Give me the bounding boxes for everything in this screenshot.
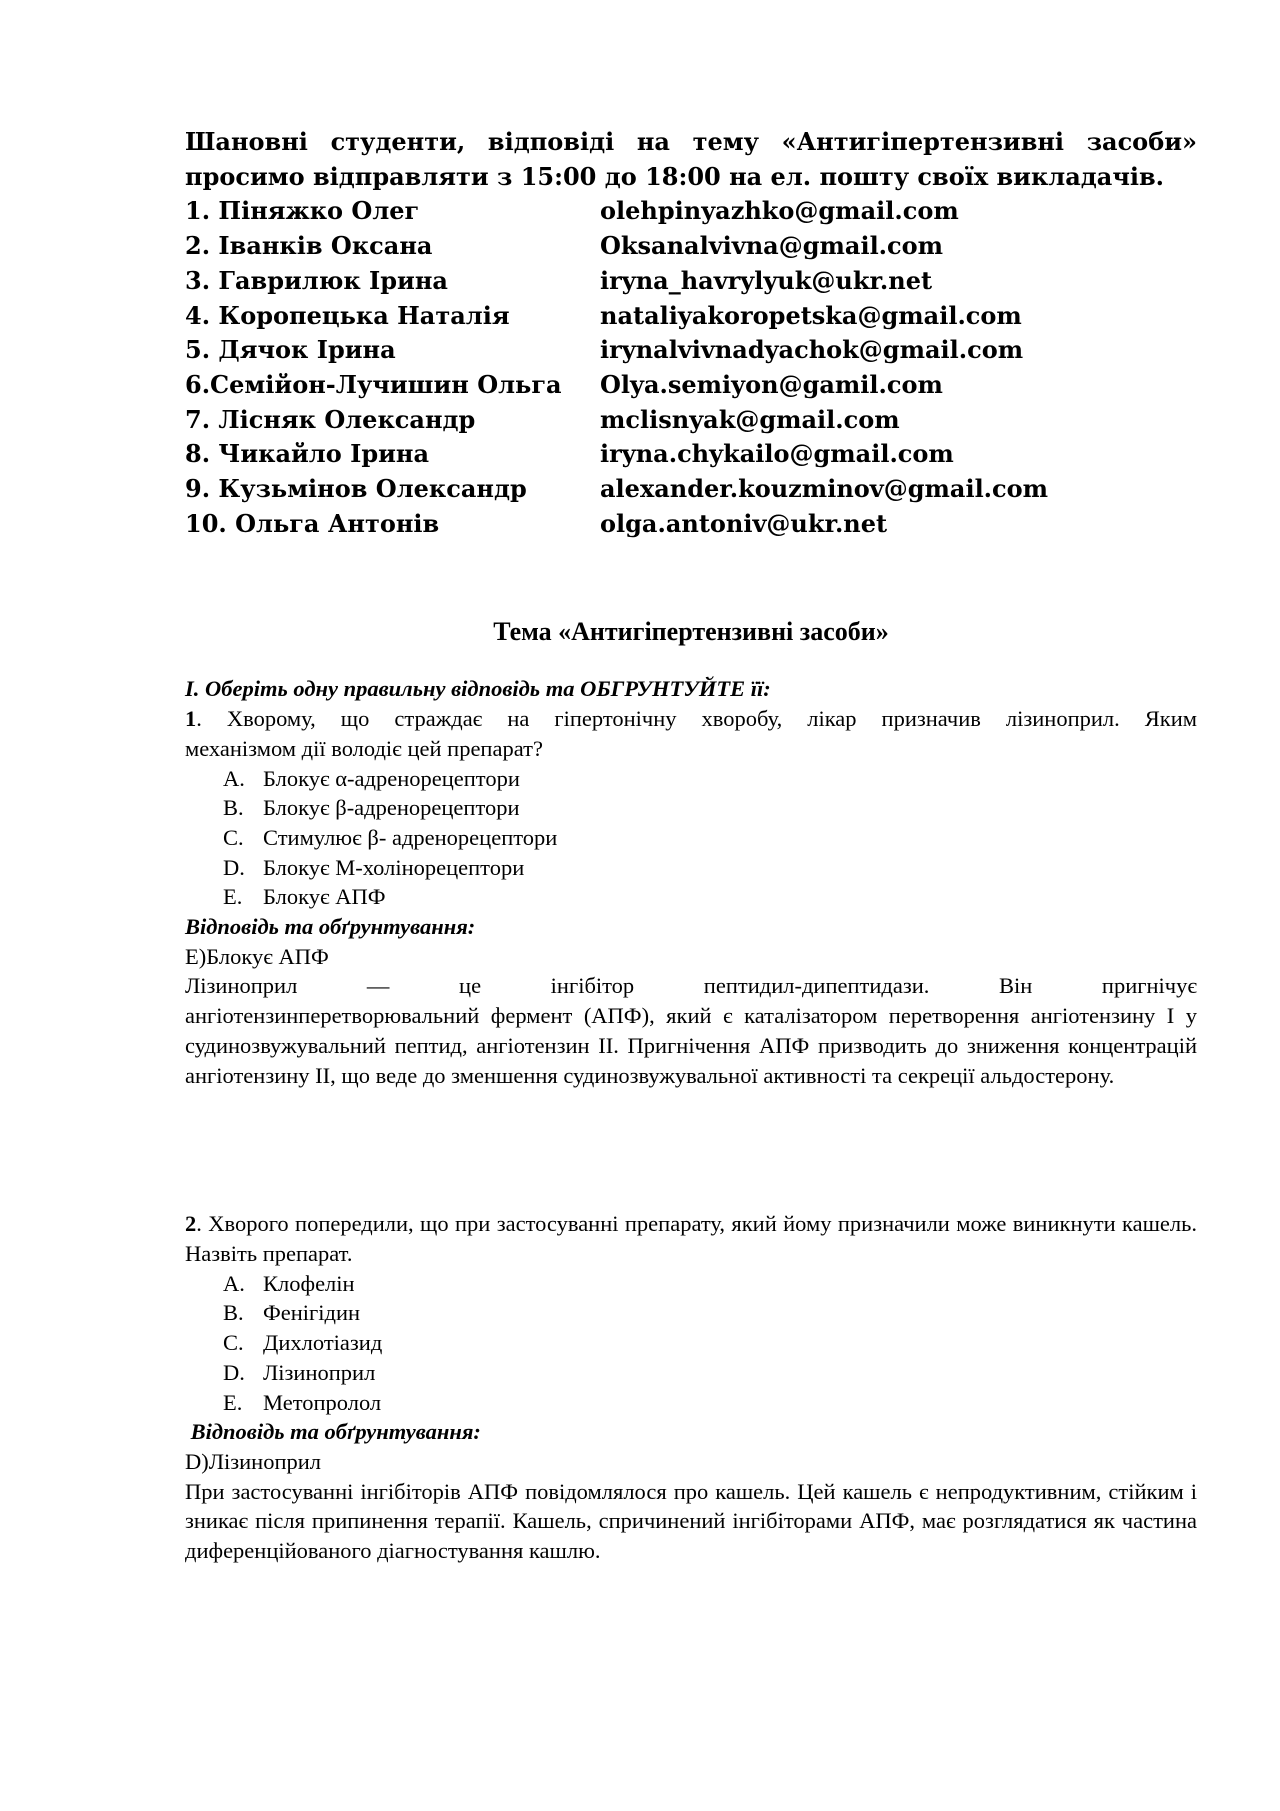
option-text: Стимулює β- адренорецептори (263, 824, 558, 850)
teacher-name: 9. Кузьмінов Олександр (185, 474, 527, 504)
teacher-name: 8. Чикайло Ірина (185, 439, 430, 469)
teacher-row (185, 507, 1197, 542)
question-text-line-1 (185, 704, 1197, 734)
teacher-row (185, 333, 1197, 368)
document-page (185, 125, 1197, 1566)
option-text: Дихлотіазид (263, 1330, 383, 1356)
answer: D)Лізиноприл (185, 1448, 322, 1474)
spacer (185, 1090, 1197, 1209)
teacher-email: Olya.semiyon@gamil.com (600, 369, 943, 399)
teacher-row (185, 264, 1197, 299)
option-letter: E. (223, 884, 243, 910)
option-e (185, 882, 1197, 912)
question-text: . Хворому, що страждає на гіпертонічну хворобу, лікар призначив лізиноприл. Яким (196, 706, 1197, 732)
option-a (185, 764, 1197, 794)
option-text: Блокує α-адренорецептори (263, 765, 520, 791)
explanation-line-1: Лізиноприл — це інгібітор пептидил-дипептидази. Він пригнічує (185, 973, 1197, 999)
teacher-name: 1. Піняжко Олег (185, 196, 420, 226)
option-text: Блокує β-адренорецептори (263, 795, 520, 821)
option-e (185, 1388, 1197, 1418)
option-letter: D. (223, 854, 245, 880)
teacher-name: 10. Ольга Антонів (185, 508, 440, 538)
answer-options (185, 764, 1197, 913)
teacher-email: alexander.kouzminov@gmail.com (600, 474, 1049, 504)
answer-options (185, 1269, 1197, 1418)
question-2 (185, 1209, 1197, 1565)
section-heading: І. Оберіть одну правильну відповідь та ОБГРУНТУЙТЕ її: (185, 676, 771, 702)
option-letter: A. (223, 1270, 245, 1296)
option-d (185, 1358, 1197, 1388)
teacher-row (185, 368, 1197, 403)
teacher-name: 5. Дячок Ірина (185, 335, 396, 365)
option-text: Метопролол (263, 1389, 382, 1415)
topic-body (185, 612, 1197, 1565)
option-letter: B. (223, 1300, 244, 1326)
teacher-email: olga.antoniv@ukr.net (600, 508, 888, 538)
question-number: 2 (185, 1211, 197, 1237)
teacher-row (185, 299, 1197, 334)
option-d (185, 853, 1197, 883)
teacher-email: iryna_havrylyuk@ukr.net (600, 265, 933, 295)
teacher-row (185, 472, 1197, 507)
question-text-content: . Хворого попередили, що при застосуванні препарату, який йому призначили може виникнути кашель. Назвіть препарат. (185, 1211, 1197, 1266)
teacher-email: mclisnyak@gmail.com (600, 404, 900, 434)
question-text-line-2: механізмом дії володіє цей препарат? (185, 735, 543, 761)
teacher-row (185, 437, 1197, 472)
explanation: При застосуванні інгібіторів АПФ повідомлялося про кашель. Цей кашель є непродуктивним, стійким і зникає після припинення терапії. Кашель, спричинений інгібіторами АПФ, має розглядатися як частина диференційованого діагностування кашлю. (185, 1478, 1197, 1564)
teacher-name: 7. Лісняк Олександр (185, 404, 476, 434)
teacher-name: 2. Іванків Оксана (185, 231, 433, 261)
option-b (185, 1298, 1197, 1328)
option-c (185, 1328, 1197, 1358)
option-text: Клофелін (263, 1270, 355, 1296)
explanation: ангіотензинперетворювальний фермент (АПФ), який є каталізатором перетворення ангіотензину I у судинозвужувальний пептид, ангіотензин II. Пригнічення АПФ призводить до зниження концентрацій ангіотензину II, що веде до зменшення судинозвужувальної активності та секреції альдостерону. (185, 1003, 1197, 1088)
option-letter: B. (223, 795, 244, 821)
teacher-email: Oksanalvivna@gmail.com (600, 231, 944, 261)
teacher-email: nataliyakoropetska@gmail.com (600, 300, 1022, 330)
teacher-email: irynalvivnadyachok@gmail.com (600, 335, 1024, 365)
teacher-name: 3. Гаврилюк Ірина (185, 265, 448, 295)
option-text: Лізиноприл (263, 1359, 376, 1385)
option-a (185, 1269, 1197, 1299)
option-c (185, 823, 1197, 853)
answer: Е)Блокує АПФ (185, 943, 329, 969)
question-1 (185, 704, 1197, 1090)
option-letter: D. (223, 1359, 245, 1385)
option-letter: E. (223, 1389, 243, 1415)
option-letter: C. (223, 1330, 244, 1356)
teacher-row (185, 229, 1197, 264)
option-letter: A. (223, 765, 245, 791)
answer-label: Відповідь та обґрунтування: (185, 914, 476, 940)
option-b (185, 793, 1197, 823)
question-text (185, 1209, 1197, 1268)
teacher-email: olehpinyazhko@gmail.com (600, 196, 959, 226)
option-text: Фенігідин (263, 1300, 361, 1326)
option-letter: C. (223, 824, 244, 850)
answer-label: Відповідь та обґрунтування: (185, 1419, 481, 1445)
intro-block (185, 125, 1197, 541)
intro-line-1: Шановні студенти, відповіді на тему «Антигіпертензивні засоби» (185, 127, 1197, 156)
teacher-name: 6.Семійон-Лучишин Ольга (185, 369, 562, 399)
intro-line-2: просимо відправляти з 15:00 до 18:00 на ел. пошту своїх викладачів. (185, 161, 1165, 191)
topic-title: Тема «Антигіпертензивні засоби» (493, 617, 889, 647)
teacher-row (185, 403, 1197, 438)
option-text: Блокує АПФ (263, 884, 386, 910)
option-text: Блокує М-холінорецептори (263, 854, 525, 880)
teacher-row (185, 194, 1197, 229)
teacher-name: 4. Коропецька Наталія (185, 300, 510, 330)
teacher-email: iryna.chykailo@gmail.com (600, 439, 954, 469)
question-number: 1 (185, 706, 197, 732)
